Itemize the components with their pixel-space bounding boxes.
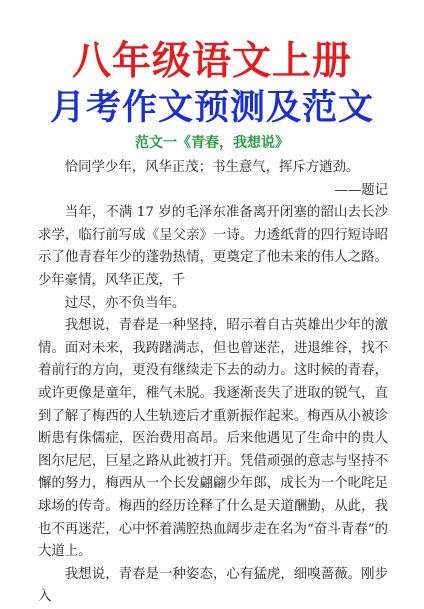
essay-body xyxy=(38,157,388,609)
paragraph: 当年，不满 17 岁的毛泽东准备离开闭塞的韶山去长沙求学，临行前写成《呈父亲》一诗。力透纸背的四行短诗昭示了他青春年少的蓬勃热情，更奠定了他未来的伟人之路。少年豪情，风华正茂，千 xyxy=(38,205,388,288)
paragraph: 我想说，青春是一种姿态，心有猛虎，细嗅蔷薇。刚步入 xyxy=(38,566,388,605)
epigraph-label: ——题记 xyxy=(334,182,388,198)
paragraph: 我想说，青春是一种坚持，昭示着自古英雄出少年的激情。面对未来，我踌躇满志，但也曾迷茫，进退维谷，找不着前行的方向，更没有继续走下去的动力。这时候的青春，或许更像是童年，稚气未脱。我逐渐丧失了进取的锐气，直到了解了梅西的人生轨迹后才重新振作起来。梅西从小被诊断患有侏儒症，医治费用高昂。后来他遇见了生命中的贵人图尔尼尼，巨星之路从此被打开。凭借顽强的意志与坚持不懈的努力，梅西从一个长发翩翩少年郎，成长为一个叱咤足球场的传奇。梅西的经历诠释了什么是天道酬勤，从此，我也不再迷茫，心中怀着满腔热血阔步走在名为“奋斗青春”的大道上。 xyxy=(38,318,388,560)
essay-subtitle: 范文一《青春，我想说》 xyxy=(135,135,289,151)
document-title-line2: 月考作文预测及范文 xyxy=(49,88,374,128)
epigraph: 恰同学少年，风华正茂；书生意气，挥斥方遒劲。 xyxy=(64,160,360,175)
document-title-line1: 八年级语文上册 xyxy=(71,39,352,84)
paragraph: 过尽，亦不负当年。 xyxy=(64,295,186,311)
